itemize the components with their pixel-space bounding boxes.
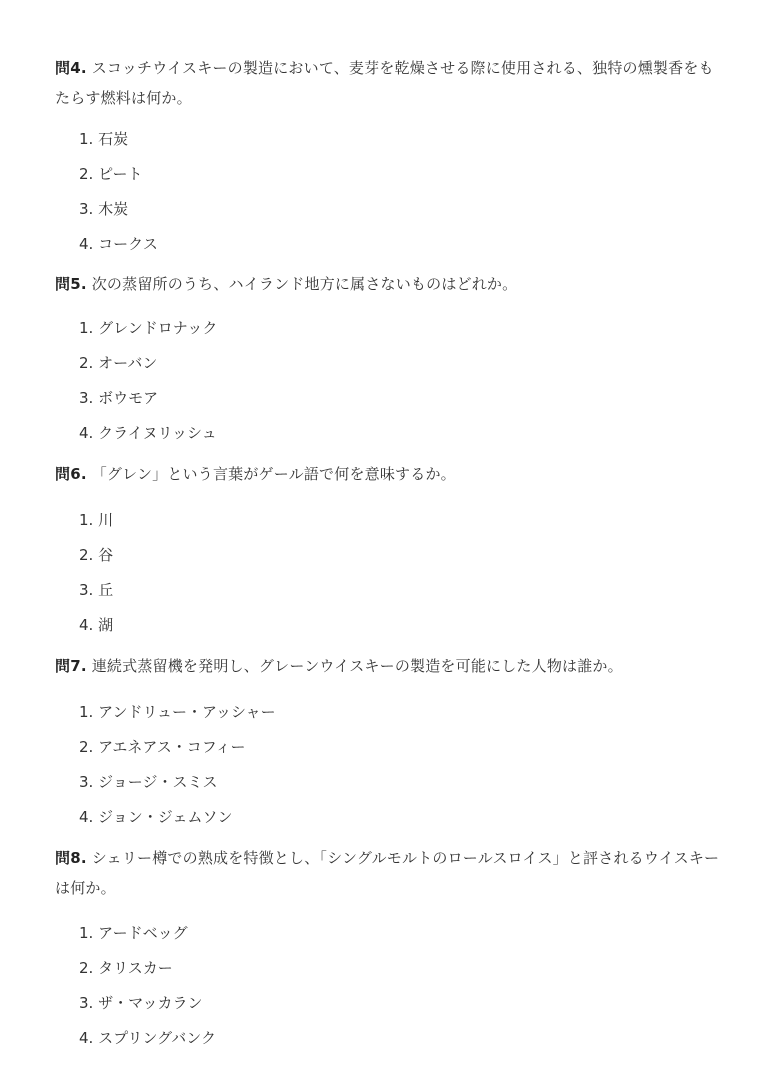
- option-item: 4. 湖: [79, 616, 114, 634]
- option-item: 3. 木炭: [79, 200, 129, 218]
- option-item: 3. ジョージ・スミス: [79, 773, 218, 791]
- option-item: 2. 谷: [79, 546, 114, 564]
- option-item: 1. 川: [79, 511, 114, 529]
- option-item: 3. ザ・マッカラン: [79, 994, 203, 1012]
- question-text: [55, 843, 723, 903]
- option-list: [55, 695, 723, 835]
- question-body: 連続式蒸留機を発明し、グレーンウイスキーの製造を可能にした人物は誰か。: [86, 657, 623, 675]
- option-item: 4. ジョン・ジェムソン: [79, 808, 233, 826]
- option-item: 1. グレンドロナック: [79, 319, 218, 337]
- question-body: スコッチウイスキーの製造において、麦芽を乾燥させる際に使用される、独特の燻製香をもたらす燃料は何か。: [55, 59, 714, 107]
- option-item: 4. コークス: [79, 235, 158, 253]
- question-5: [55, 269, 723, 451]
- question-number: 問6.: [55, 465, 87, 483]
- question-text: [55, 459, 723, 489]
- question-4: [55, 53, 723, 262]
- option-item: 2. オーバン: [79, 354, 158, 372]
- question-body: シェリー樽での熟成を特徴とし、「シングルモルトのロールスロイス」と評されるウイスキーは何か。: [55, 849, 720, 897]
- question-number: 問5.: [55, 275, 87, 293]
- option-item: 2. ピート: [79, 165, 143, 183]
- option-item: 1. アンドリュー・アッシャー: [79, 703, 276, 721]
- question-number: 問4.: [55, 59, 87, 77]
- question-body: 次の蒸留所のうち、ハイランド地方に属さないものはどれか。: [86, 275, 518, 293]
- question-8: [55, 843, 723, 1056]
- option-item: 1. アードベッグ: [79, 924, 188, 942]
- option-list: [55, 503, 723, 643]
- question-number: 問8.: [55, 849, 87, 867]
- option-list: [55, 311, 723, 451]
- option-item: 3. 丘: [79, 581, 114, 599]
- option-item: 4. スプリングバンク: [79, 1029, 216, 1047]
- question-text: [55, 269, 723, 299]
- option-list: [55, 122, 723, 262]
- option-item: 2. タリスカー: [79, 959, 173, 977]
- question-6: [55, 459, 723, 643]
- option-item: 2. アエネアス・コフィー: [79, 738, 246, 756]
- question-7: [55, 651, 723, 835]
- option-item: 3. ボウモア: [79, 389, 159, 407]
- question-text: [55, 53, 723, 113]
- question-body: 「グレン」という言葉がゲール語で何を意味するか。: [86, 465, 456, 483]
- option-item: 4. クライヌリッシュ: [79, 424, 217, 442]
- option-item: 1. 石炭: [79, 130, 129, 148]
- question-number: 問7.: [55, 657, 87, 675]
- option-list: [55, 916, 723, 1056]
- question-text: [55, 651, 723, 681]
